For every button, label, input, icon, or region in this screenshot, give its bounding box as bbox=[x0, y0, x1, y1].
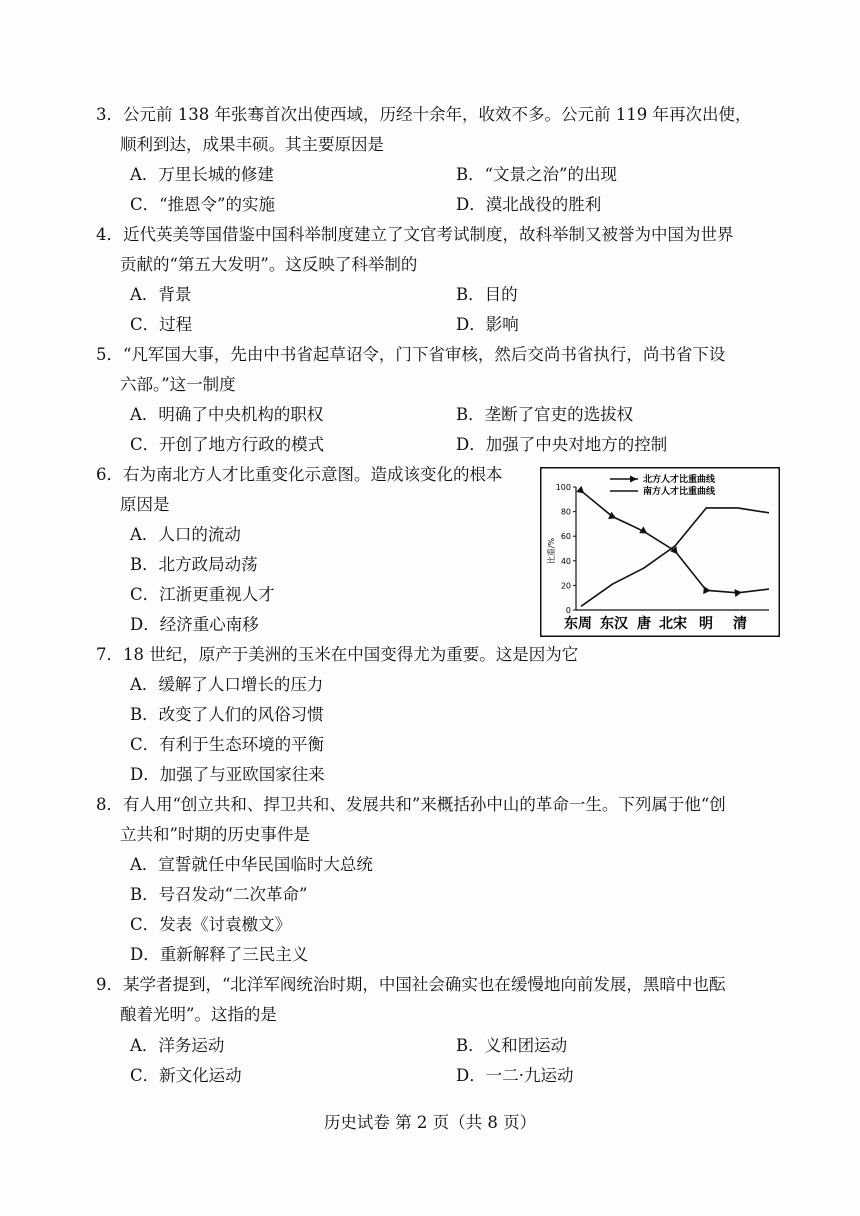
q3-option-c[interactable]: C．“推恩令”的实施 bbox=[130, 195, 275, 214]
talent-ratio-chart-svg bbox=[540, 467, 780, 637]
q8-stem-line1: 8．有人用“创立共和、捍卫共和、发展共和”来概括孙中山的革命一生。下列属于他“创 bbox=[96, 795, 726, 814]
legend bbox=[610, 473, 716, 497]
north-series-point bbox=[576, 486, 584, 494]
page-footer: 历史试卷 第 2 页（共 8 页） bbox=[323, 1113, 537, 1132]
y-axis-label: 比重/% bbox=[547, 537, 556, 565]
q6-option-d[interactable]: D．经济重心南移 bbox=[130, 615, 259, 634]
q4-stem-line1: 4．近代英美等国借鉴中国科举制度建立了文官考试制度，故科举制又被誉为中国为世界 bbox=[96, 225, 734, 244]
talent-ratio-chart bbox=[540, 467, 780, 637]
q7-option-b[interactable]: B．改变了人们的风俗习惯 bbox=[130, 705, 324, 724]
north-series-point bbox=[608, 512, 616, 519]
q4-option-a[interactable]: A．背景 bbox=[130, 285, 192, 304]
y-tick-label: 80 bbox=[560, 507, 571, 517]
q6-option-a[interactable]: A．人口的流动 bbox=[130, 525, 241, 544]
q5-stem-line2: 六部。”这一制度 bbox=[120, 375, 236, 394]
q6-stem-line2: 原因是 bbox=[120, 495, 170, 514]
x-tick-label: 唐 bbox=[637, 616, 651, 632]
q6-option-b[interactable]: B．北方政局动荡 bbox=[130, 555, 258, 574]
north-series-line bbox=[581, 491, 769, 593]
q9-stem-line1: 9．某学者提到，“北洋军阀统治时期，中国社会确实也在缓慢地向前发展，黑暗中也酝 bbox=[96, 975, 726, 994]
x-tick-label: 东汉 bbox=[600, 616, 628, 632]
q5-option-b[interactable]: B．垄断了官吏的选拔权 bbox=[456, 405, 634, 424]
y-tick-label: 60 bbox=[560, 532, 571, 542]
q5-stem-line1: 5．“凡军国大事，先由中书省起草诏令，门下省审核，然后交尚书省执行，尚书省下设 bbox=[96, 345, 726, 364]
q8-stem-line2: 立共和”时期的历史事件是 bbox=[120, 825, 310, 844]
y-tick-label: 100 bbox=[555, 483, 571, 492]
q9-stem-line2: 酿着光明”。这指的是 bbox=[120, 1005, 277, 1024]
x-tick-label: 北宋 bbox=[659, 616, 687, 632]
q5-option-a[interactable]: A．明确了中央机构的职权 bbox=[130, 405, 324, 424]
legend-south-label: 南方人才比重曲线 bbox=[643, 487, 716, 497]
q4-option-b[interactable]: B．目的 bbox=[456, 285, 518, 304]
q7-stem-line1: 7．18 世纪，原产于美洲的玉米在中国变得尤为重要。这是因为它 bbox=[96, 645, 579, 664]
q6-option-c[interactable]: C．江浙更重视人才 bbox=[130, 585, 275, 604]
south-series-line bbox=[581, 508, 769, 606]
q3-stem-line1: 3．公元前 138 年张骞首次出使西域，历经十余年，收效不多。公元前 119 年再次出使， bbox=[96, 105, 752, 124]
x-tick-label: 东周 bbox=[564, 616, 592, 632]
q3-option-a[interactable]: A．万里长城的修建 bbox=[130, 165, 274, 184]
q7-option-c[interactable]: C．有利于生态环境的平衡 bbox=[130, 735, 325, 754]
q9-option-b[interactable]: B．义和团运动 bbox=[456, 1036, 568, 1055]
q4-option-c[interactable]: C．过程 bbox=[130, 315, 193, 334]
q6-stem-line1: 6．右为南北方人才比重变化示意图。造成该变化的根本 bbox=[96, 465, 503, 484]
q5-option-c[interactable]: C．开创了地方行政的模式 bbox=[130, 435, 325, 454]
q9-option-c[interactable]: C．新文化运动 bbox=[130, 1066, 242, 1085]
q3-option-d[interactable]: D．漠北战役的胜利 bbox=[456, 195, 602, 214]
y-tick-label: 40 bbox=[560, 556, 571, 566]
q3-option-b[interactable]: B．“文景之治”的出现 bbox=[456, 165, 617, 184]
q7-option-d[interactable]: D．加强了与亚欧国家往来 bbox=[130, 765, 325, 784]
q8-option-d[interactable]: D．重新解释了三民主义 bbox=[130, 945, 309, 964]
q5-option-d[interactable]: D．加强了中央对地方的控制 bbox=[456, 435, 668, 454]
y-tick-label: 20 bbox=[560, 581, 571, 591]
x-tick-label: 清 bbox=[733, 616, 747, 632]
legend-north-label: 北方人才比重曲线 bbox=[643, 475, 716, 485]
q4-stem-line2: 贡献的“第五大发明”。这反映了科举制的 bbox=[120, 255, 418, 274]
q9-option-d[interactable]: D．一二·九运动 bbox=[456, 1066, 574, 1085]
legend-north-marker bbox=[630, 476, 637, 483]
q3-stem-line2: 顺利到达，成果丰硕。其主要原因是 bbox=[120, 135, 384, 154]
q8-option-a[interactable]: A．宣誓就任中华民国临时大总统 bbox=[130, 855, 373, 874]
north-series-point bbox=[703, 586, 710, 594]
q9-option-a[interactable]: A．洋务运动 bbox=[130, 1036, 225, 1055]
north-series-point bbox=[734, 589, 741, 597]
q4-option-d[interactable]: D．影响 bbox=[456, 315, 519, 334]
q8-option-b[interactable]: B．号召发动“二次革命” bbox=[130, 885, 308, 904]
q8-option-c[interactable]: C．发表《讨袁檄文》 bbox=[130, 915, 292, 934]
x-tick-label: 明 bbox=[699, 616, 713, 632]
y-tick-label: 0 bbox=[565, 606, 571, 615]
q7-option-a[interactable]: A．缓解了人口增长的压力 bbox=[130, 675, 324, 694]
